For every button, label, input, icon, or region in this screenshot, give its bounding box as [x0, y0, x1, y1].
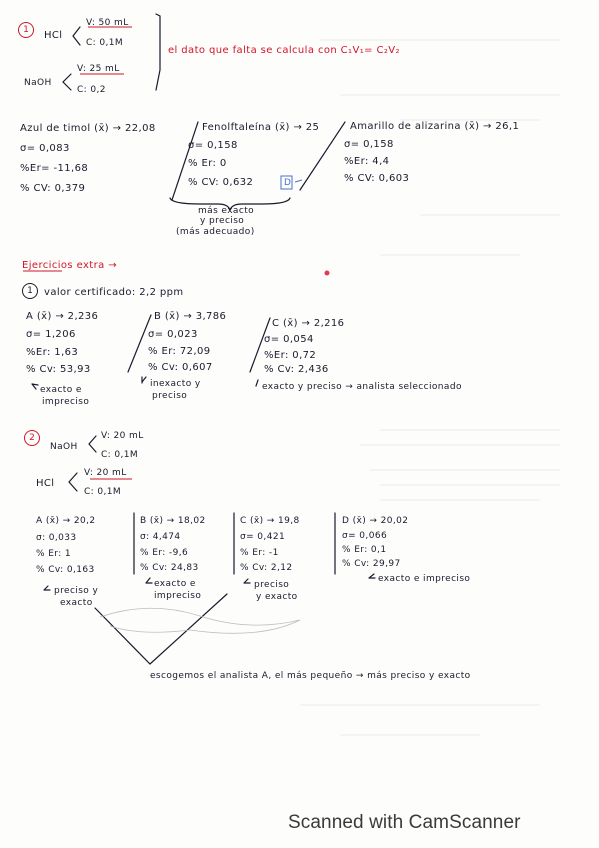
naoh-volume: V: 25 mL: [77, 64, 120, 74]
analyst-er: % Er: -9,6: [140, 548, 189, 558]
analyst-note: preciso y: [54, 586, 99, 596]
analyst-er: % Er: -1: [240, 548, 279, 558]
indicator-er: %Er= -11,68: [20, 163, 89, 174]
indicator-sigma: σ= 0,158: [188, 140, 238, 151]
naoh-concentration: C: 0,2: [77, 85, 106, 95]
analyst-er: % Er: 0,1: [342, 545, 387, 555]
analyst-title: D (x̄) → 20,02: [342, 516, 409, 526]
d-mark: D: [284, 178, 292, 188]
analyst-cv: % Cv: 53,93: [26, 364, 91, 375]
analyst-note: inexacto y: [150, 379, 201, 389]
indicator-sigma: σ= 0,158: [344, 139, 394, 150]
indicator-er: % Er: 0: [188, 158, 227, 169]
analyst-cv: % Cv: 2,436: [264, 364, 329, 375]
analyst-sigma: σ= 0,054: [264, 334, 314, 345]
analyst-sigma: σ= 0,066: [342, 531, 388, 541]
analyst-note: exacto e: [40, 385, 82, 395]
q2-naoh-concentration: C: 0,1M: [101, 450, 139, 460]
analyst-note: exacto e impreciso: [378, 574, 471, 584]
analyst-note: impreciso: [42, 397, 90, 407]
analyst-sigma: σ: 4,474: [140, 532, 181, 542]
q2-hcl-label: HCl: [36, 478, 55, 489]
analyst-cv: % Cv: 2,12: [240, 563, 293, 573]
q2-naoh-volume: V: 20 mL: [101, 431, 144, 441]
analyst-note: y exacto: [256, 592, 298, 602]
best-note-line2: y preciso: [200, 216, 245, 226]
problem-number-1: 1: [18, 22, 34, 38]
q2-hcl-volume: V: 20 mL: [84, 468, 127, 478]
analyst-title: B (x̄) → 18,02: [140, 516, 206, 526]
analyst-cv: % Cv: 29,97: [342, 559, 401, 569]
conclusion: escogemos el analista A, el más pequeño → más preciso y exacto: [150, 671, 471, 681]
analyst-note: exacto e: [154, 579, 196, 589]
indicator-cv: % CV: 0,379: [20, 183, 86, 194]
hcl-volume: V: 50 mL: [86, 18, 129, 28]
analyst-note: preciso: [254, 580, 290, 590]
analyst-title: A (x̄) → 20,2: [36, 516, 96, 526]
missing-data-note: el dato que falta se calcula con C₁V₁= C₂V₂: [168, 45, 400, 56]
hcl-concentration: C: 0,1M: [86, 38, 124, 48]
hcl-label: HCl: [44, 30, 63, 41]
q2-naoh-label: NaOH: [50, 442, 78, 452]
analyst-er: %Er: 0,72: [264, 350, 317, 361]
analyst-cv: % Cv: 0,607: [148, 362, 213, 373]
analyst-cv: % Cv: 24,83: [140, 563, 199, 573]
analyst-sigma: σ= 0,421: [240, 532, 286, 542]
indicator-title: Fenolftaleína (x̄) → 25: [202, 122, 320, 133]
analyst-er: % Er: 1: [36, 549, 72, 559]
indicator-cv: % CV: 0,632: [188, 177, 254, 188]
extra-heading: Ejercicios extra →: [22, 260, 118, 271]
analyst-title: A (x̄) → 2,236: [26, 311, 99, 322]
camscanner-watermark: Scanned with CamScanner: [288, 812, 521, 833]
analyst-title: B (x̄) → 3,786: [154, 311, 227, 322]
analyst-title: C (x̄) → 19,8: [240, 516, 300, 526]
analyst-sigma: σ= 0,023: [148, 329, 198, 340]
best-note-line3: (más adecuado): [176, 227, 255, 237]
indicator-cv: % CV: 0,603: [344, 173, 410, 184]
best-note-line1: más exacto: [198, 206, 255, 216]
analyst-note: impreciso: [154, 591, 202, 601]
analyst-er: %Er: 1,63: [26, 347, 79, 358]
analyst-note: exacto y preciso → analista seleccionado: [262, 382, 462, 392]
question-number-1: 1: [22, 283, 38, 299]
analyst-er: % Er: 72,09: [148, 346, 211, 357]
analyst-sigma: σ= 1,206: [26, 329, 76, 340]
analyst-note: preciso: [152, 391, 188, 401]
analyst-title: C (x̄) → 2,216: [272, 318, 345, 329]
q2-hcl-concentration: C: 0,1M: [84, 487, 122, 497]
analyst-note: exacto: [60, 598, 93, 608]
question-number-2: 2: [24, 430, 40, 446]
certified-value: valor certificado: 2,2 ppm: [44, 287, 184, 298]
indicator-title: Amarillo de alizarina (x̄) → 26,1: [350, 121, 520, 132]
indicator-er: %Er: 4,4: [344, 156, 390, 167]
analyst-sigma: σ: 0,033: [36, 533, 77, 543]
indicator-sigma: σ= 0,083: [20, 143, 70, 154]
naoh-label: NaOH: [24, 78, 52, 88]
indicator-title: Azul de timol (x̄) → 22,08: [20, 123, 156, 134]
analyst-cv: % Cv: 0,163: [36, 565, 95, 575]
